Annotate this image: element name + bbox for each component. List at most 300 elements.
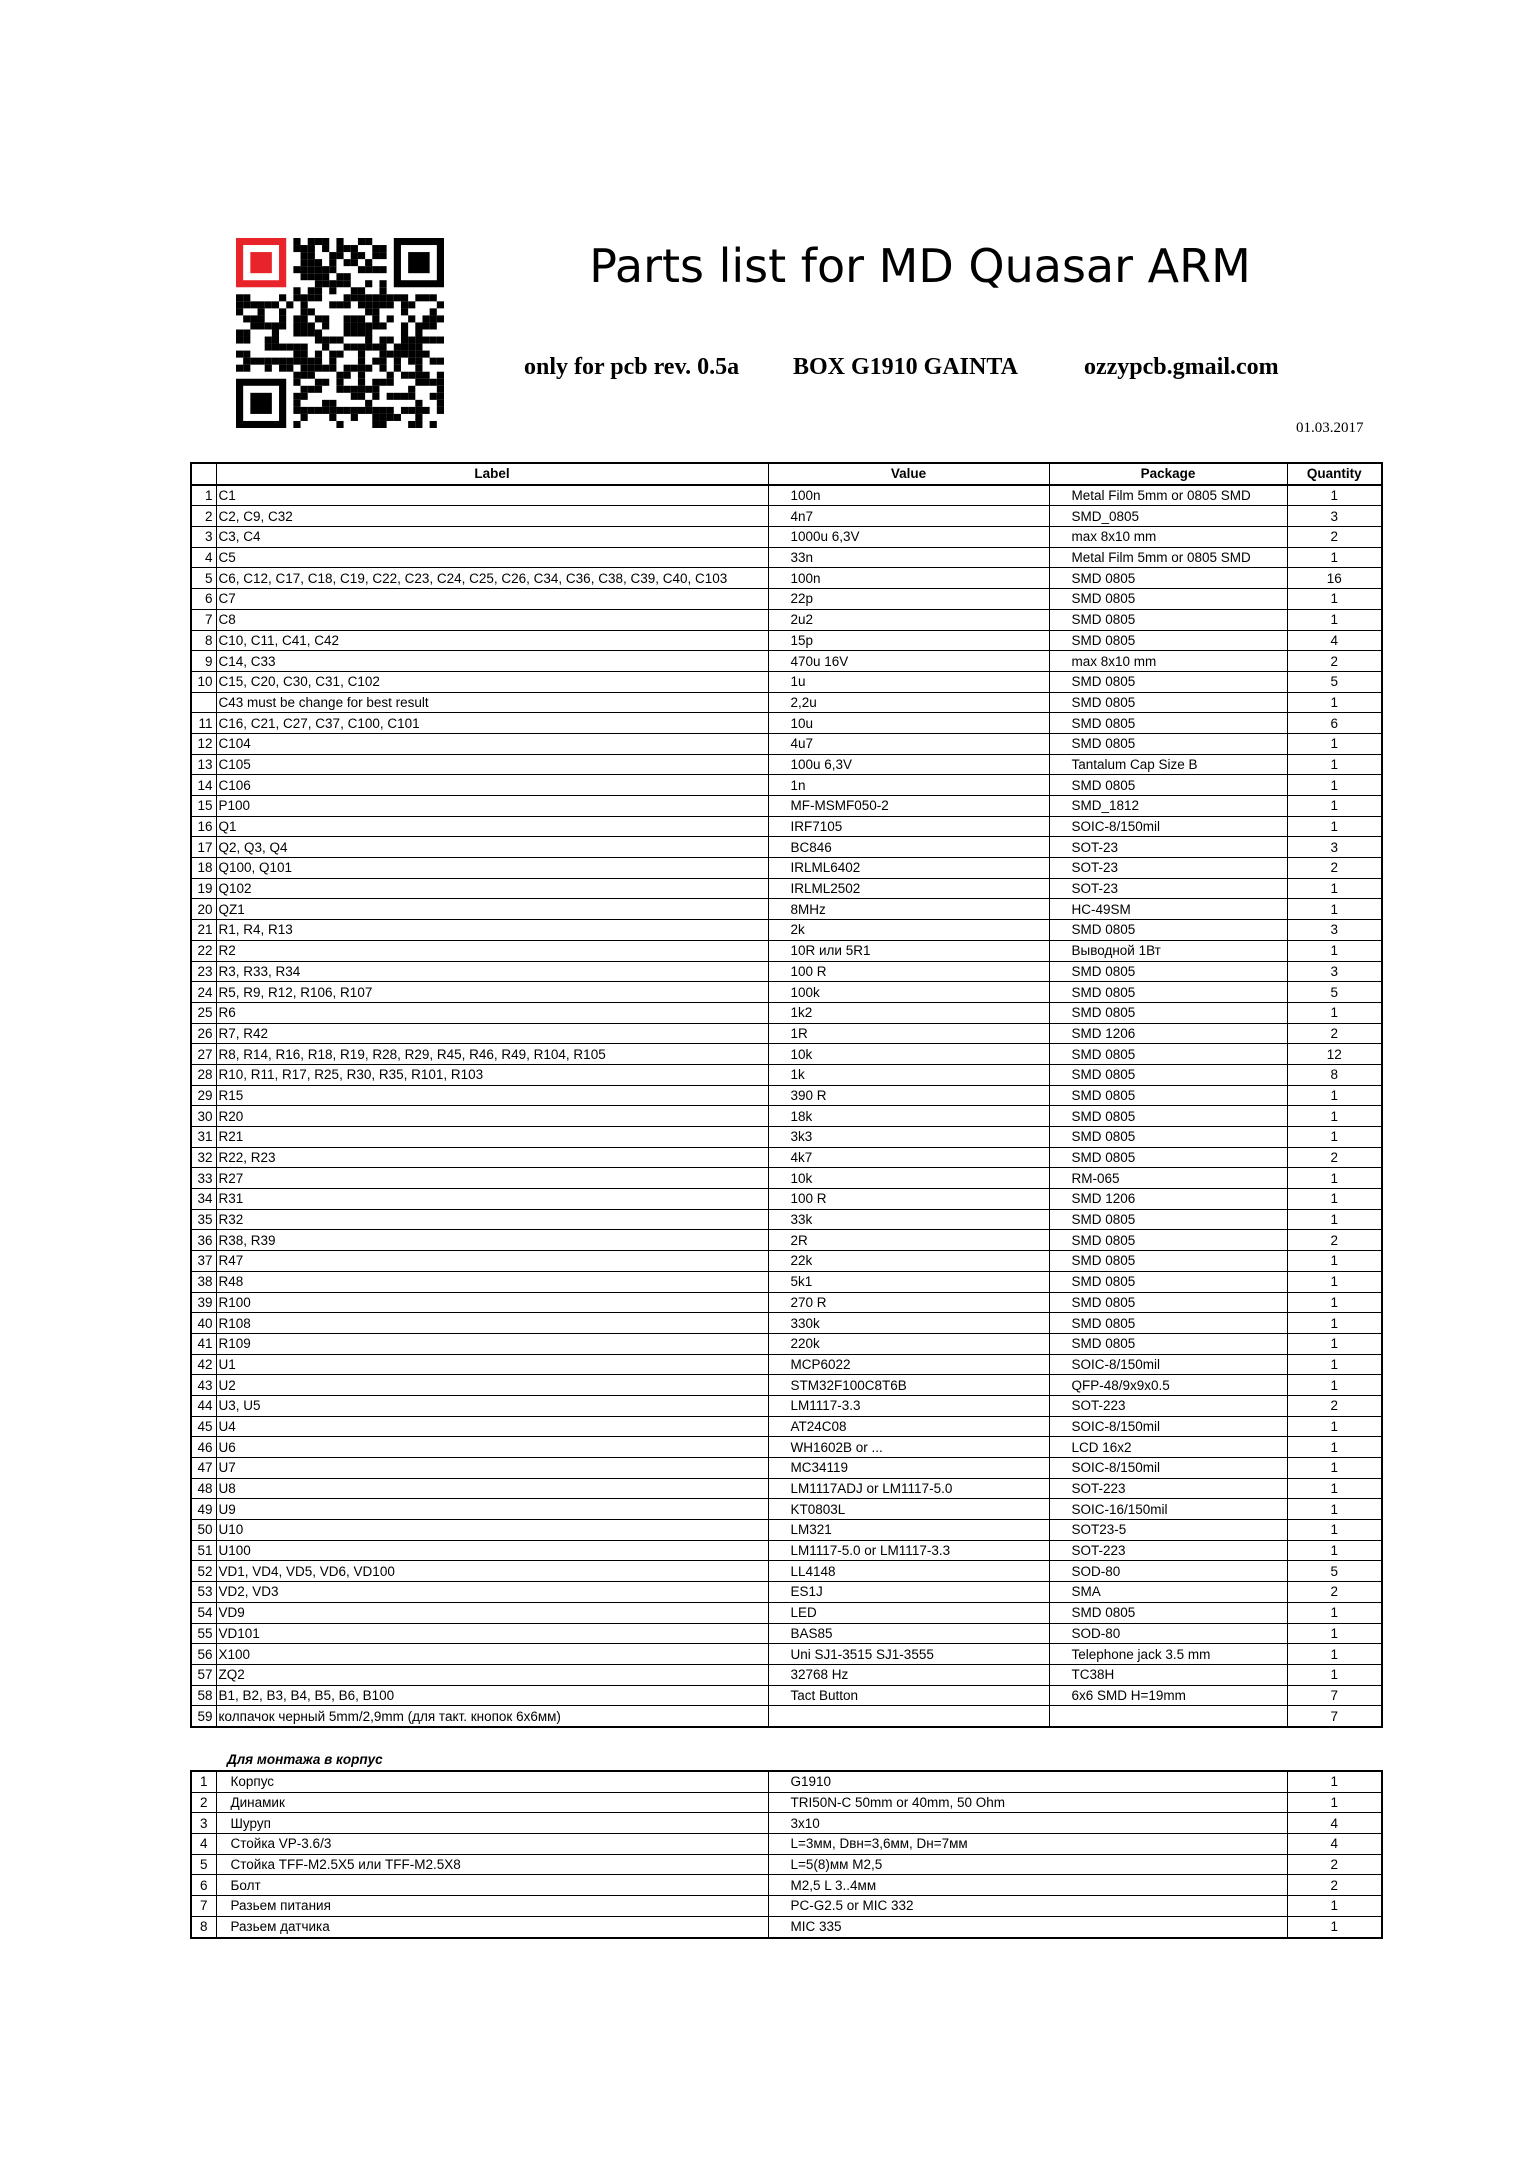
row-package: Metal Film 5mm or 0805 SMD (1049, 485, 1287, 506)
row-value: 330k (768, 1313, 1049, 1334)
row-number: 1 (191, 485, 216, 506)
row-package: SOT-23 (1049, 878, 1287, 899)
row-package: HC-49SM (1049, 899, 1287, 920)
row-label: R7, R42 (216, 1023, 768, 1044)
row-quantity: 1 (1287, 1520, 1382, 1541)
table-row (191, 940, 1382, 961)
row-number: 19 (191, 878, 216, 899)
row-value: 100n (768, 485, 1049, 506)
row-label: U2 (216, 1375, 768, 1396)
row-number: 21 (191, 920, 216, 941)
row-package: SMD 0805 (1049, 692, 1287, 713)
row-package: SOT-23 (1049, 837, 1287, 858)
row-number: 43 (191, 1375, 216, 1396)
row-quantity: 1 (1287, 940, 1382, 961)
row-label: R2 (216, 940, 768, 961)
table-row (191, 1854, 1382, 1875)
row-package: SOIC-16/150mil (1049, 1499, 1287, 1520)
row-value: IRLML2502 (768, 878, 1049, 899)
row-number: 27 (191, 1044, 216, 1065)
row-package: SMD 0805 (1049, 568, 1287, 589)
row-value: BAS85 (768, 1623, 1049, 1644)
row-quantity: 1 (1287, 1416, 1382, 1437)
row-label: Болт (216, 1875, 768, 1896)
row-label: R6 (216, 1002, 768, 1023)
row-number: 18 (191, 858, 216, 879)
document-date: 01.03.2017 (1296, 420, 1364, 436)
subtitle-pcb-revision: only for pcb rev. 0.5a (524, 354, 740, 380)
row-quantity: 1 (1287, 1292, 1382, 1313)
row-number: 40 (191, 1313, 216, 1334)
row-number: 20 (191, 899, 216, 920)
row-label: U7 (216, 1458, 768, 1479)
table-row (191, 796, 1382, 817)
table-row (191, 651, 1382, 672)
row-value: 100k (768, 982, 1049, 1003)
row-label: C14, C33 (216, 651, 768, 672)
row-number: 33 (191, 1168, 216, 1189)
row-quantity: 2 (1287, 1875, 1382, 1896)
row-number: 50 (191, 1520, 216, 1541)
table-row (191, 568, 1382, 589)
row-package: SMD 0805 (1049, 1209, 1287, 1230)
row-package: SOIC-8/150mil (1049, 1354, 1287, 1375)
row-quantity: 2 (1287, 1582, 1382, 1603)
table-row (191, 1354, 1382, 1375)
table-row (191, 1085, 1382, 1106)
row-label: R10, R11, R17, R25, R30, R35, R101, R103 (216, 1064, 768, 1085)
row-package: SOD-80 (1049, 1561, 1287, 1582)
row-value: 100n (768, 568, 1049, 589)
row-value: 2u2 (768, 609, 1049, 630)
row-label: R27 (216, 1168, 768, 1189)
row-label: C8 (216, 609, 768, 630)
header-num (191, 463, 216, 485)
row-number: 48 (191, 1478, 216, 1499)
row-value: 4u7 (768, 733, 1049, 754)
row-value: 100u 6,3V (768, 754, 1049, 775)
row-number: 29 (191, 1085, 216, 1106)
row-quantity: 1 (1287, 816, 1382, 837)
row-number: 4 (191, 547, 216, 568)
row-label: C43 must be change for best result (216, 692, 768, 713)
table-row (191, 754, 1382, 775)
row-package: SMD 1206 (1049, 1189, 1287, 1210)
table-row (191, 671, 1382, 692)
row-number: 46 (191, 1437, 216, 1458)
row-value: L=5(8)мм M2,5 (768, 1854, 1287, 1875)
table-row (191, 1813, 1382, 1834)
row-quantity: 2 (1287, 1854, 1382, 1875)
row-quantity: 2 (1287, 1395, 1382, 1416)
row-label: Q102 (216, 878, 768, 899)
row-quantity: 1 (1287, 1664, 1382, 1685)
row-quantity: 1 (1287, 485, 1382, 506)
row-quantity: 1 (1287, 899, 1382, 920)
row-quantity: 5 (1287, 982, 1382, 1003)
table-row (191, 858, 1382, 879)
row-number: 11 (191, 713, 216, 734)
table-row (191, 609, 1382, 630)
table-row (191, 1064, 1382, 1085)
row-value: 32768 Hz (768, 1664, 1049, 1685)
row-label: Разьем датчика (216, 1916, 768, 1937)
table-row (191, 630, 1382, 651)
row-package: SOIC-8/150mil (1049, 1416, 1287, 1437)
row-package: SMD 0805 (1049, 1271, 1287, 1292)
qr-code-logo (236, 238, 444, 428)
row-quantity: 1 (1287, 1499, 1382, 1520)
row-label: R8, R14, R16, R18, R19, R28, R29, R45, R46, R49, R104, R105 (216, 1044, 768, 1065)
row-package: Выводной 1Вт (1049, 940, 1287, 961)
table-row (191, 1916, 1382, 1937)
row-number: 36 (191, 1230, 216, 1251)
table-row (191, 713, 1382, 734)
row-number: 31 (191, 1127, 216, 1148)
header-label: Label (216, 463, 768, 485)
table-row (191, 1147, 1382, 1168)
row-label: C106 (216, 775, 768, 796)
row-number: 14 (191, 775, 216, 796)
row-label: U3, U5 (216, 1395, 768, 1416)
row-label: C105 (216, 754, 768, 775)
row-number: 24 (191, 982, 216, 1003)
row-label: Корпус (216, 1771, 768, 1792)
row-quantity: 1 (1287, 1437, 1382, 1458)
row-package: SOIC-8/150mil (1049, 1458, 1287, 1479)
row-value: 1000u 6,3V (768, 527, 1049, 548)
row-label: U10 (216, 1520, 768, 1541)
table-row (191, 1771, 1382, 1792)
row-number: 32 (191, 1147, 216, 1168)
row-package: SMD 0805 (1049, 920, 1287, 941)
row-quantity: 7 (1287, 1706, 1382, 1727)
row-quantity: 1 (1287, 1354, 1382, 1375)
row-quantity: 4 (1287, 1813, 1382, 1834)
row-number: 13 (191, 754, 216, 775)
table-row (191, 1458, 1382, 1479)
row-label: R1, R4, R13 (216, 920, 768, 941)
row-number: 17 (191, 837, 216, 858)
row-number: 4 (191, 1834, 216, 1855)
row-quantity: 1 (1287, 775, 1382, 796)
row-value: 4n7 (768, 506, 1049, 527)
table-row (191, 1044, 1382, 1065)
row-quantity: 1 (1287, 1896, 1382, 1917)
row-package: LCD 16x2 (1049, 1437, 1287, 1458)
row-quantity: 1 (1287, 547, 1382, 568)
row-value: KT0803L (768, 1499, 1049, 1520)
row-value: M2,5 L 3..4мм (768, 1875, 1287, 1896)
row-package: SMD 0805 (1049, 609, 1287, 630)
table-row (191, 982, 1382, 1003)
row-label: R3, R33, R34 (216, 961, 768, 982)
row-label: B1, B2, B3, B4, B5, B6, B100 (216, 1685, 768, 1706)
table-row (191, 1499, 1382, 1520)
row-package: SMD 0805 (1049, 775, 1287, 796)
row-quantity: 1 (1287, 1106, 1382, 1127)
row-package: max 8x10 mm (1049, 527, 1287, 548)
row-quantity: 1 (1287, 1271, 1382, 1292)
row-value: Tact Button (768, 1685, 1049, 1706)
assembly-table (190, 1770, 1383, 1939)
table-row (191, 1251, 1382, 1272)
row-quantity: 5 (1287, 671, 1382, 692)
table-row (191, 485, 1382, 506)
table-row (191, 527, 1382, 548)
row-value: 5k1 (768, 1271, 1049, 1292)
table-row (191, 1706, 1382, 1727)
header-value: Value (768, 463, 1049, 485)
row-label: VD2, VD3 (216, 1582, 768, 1603)
table-row (191, 816, 1382, 837)
row-quantity: 1 (1287, 1127, 1382, 1148)
row-quantity: 1 (1287, 1085, 1382, 1106)
assembly-section-title: Для монтажа в корпус (227, 1752, 383, 1767)
row-value: 4k7 (768, 1147, 1049, 1168)
row-value: 18k (768, 1106, 1049, 1127)
row-number: 37 (191, 1251, 216, 1272)
table-row (191, 1685, 1382, 1706)
row-number: 2 (191, 1792, 216, 1813)
row-quantity: 8 (1287, 1064, 1382, 1085)
table-row (191, 1834, 1382, 1855)
table-row (191, 1416, 1382, 1437)
row-package: SMD 0805 (1049, 1085, 1287, 1106)
row-package: SMD 0805 (1049, 1127, 1287, 1148)
row-value: MIC 335 (768, 1916, 1287, 1937)
table-row (191, 1896, 1382, 1917)
row-number: 5 (191, 568, 216, 589)
row-value: 2,2u (768, 692, 1049, 713)
table-row (191, 1292, 1382, 1313)
table-row (191, 1561, 1382, 1582)
row-quantity: 4 (1287, 630, 1382, 651)
parts-table (190, 462, 1383, 1728)
row-label: R108 (216, 1313, 768, 1334)
row-label: U8 (216, 1478, 768, 1499)
row-quantity: 1 (1287, 1458, 1382, 1479)
subtitle-email: ozzypcb.gmail.com (1084, 354, 1279, 380)
table-row (191, 1875, 1382, 1896)
row-number: 5 (191, 1854, 216, 1875)
row-value: 15p (768, 630, 1049, 651)
row-package: SOT-223 (1049, 1478, 1287, 1499)
table-row (191, 899, 1382, 920)
row-quantity: 1 (1287, 733, 1382, 754)
row-label: U6 (216, 1437, 768, 1458)
row-number: 41 (191, 1333, 216, 1354)
row-quantity: 1 (1287, 1251, 1382, 1272)
row-label: U1 (216, 1354, 768, 1375)
row-package: SOT-223 (1049, 1540, 1287, 1561)
row-value: IRLML6402 (768, 858, 1049, 879)
row-quantity: 3 (1287, 961, 1382, 982)
row-label: колпачок черный 5mm/2,9mm (для такт. кнопок 6х6мм) (216, 1706, 768, 1727)
table-row (191, 1002, 1382, 1023)
row-label: C7 (216, 589, 768, 610)
row-quantity: 1 (1287, 1333, 1382, 1354)
table-row (191, 1602, 1382, 1623)
table-row (191, 1209, 1382, 1230)
row-package: SMD 0805 (1049, 1064, 1287, 1085)
row-number: 53 (191, 1582, 216, 1603)
row-quantity: 1 (1287, 1168, 1382, 1189)
row-value: 220k (768, 1333, 1049, 1354)
table-row (191, 961, 1382, 982)
row-number: 52 (191, 1561, 216, 1582)
subtitle-box: BOX G1910 GAINTA (793, 354, 1018, 380)
table-row (191, 1664, 1382, 1685)
table-row (191, 1023, 1382, 1044)
row-label: C16, C21, C27, C37, C100, C101 (216, 713, 768, 734)
row-package: SMD 0805 (1049, 1292, 1287, 1313)
row-quantity: 1 (1287, 589, 1382, 610)
row-number: 8 (191, 1916, 216, 1937)
row-quantity: 3 (1287, 506, 1382, 527)
row-label: Разьем питания (216, 1896, 768, 1917)
row-number: 9 (191, 651, 216, 672)
row-value: TRI50N-C 50mm or 40mm, 50 Ohm (768, 1792, 1287, 1813)
row-number: 3 (191, 1813, 216, 1834)
row-value: 10R или 5R1 (768, 940, 1049, 961)
row-package: SMD 1206 (1049, 1023, 1287, 1044)
row-quantity: 1 (1287, 1602, 1382, 1623)
row-value: 1k (768, 1064, 1049, 1085)
row-package: Metal Film 5mm or 0805 SMD (1049, 547, 1287, 568)
row-number: 56 (191, 1644, 216, 1665)
table-row (191, 1127, 1382, 1148)
row-quantity: 1 (1287, 754, 1382, 775)
row-package: RM-065 (1049, 1168, 1287, 1189)
row-quantity: 1 (1287, 1002, 1382, 1023)
row-label: Шуруп (216, 1813, 768, 1834)
row-package: SMA (1049, 1582, 1287, 1603)
row-label: Q2, Q3, Q4 (216, 837, 768, 858)
row-quantity: 4 (1287, 1834, 1382, 1855)
row-package: SMD_1812 (1049, 796, 1287, 817)
row-quantity: 2 (1287, 527, 1382, 548)
row-label: ZQ2 (216, 1664, 768, 1685)
row-quantity: 5 (1287, 1561, 1382, 1582)
row-package: Tantalum Cap Size B (1049, 754, 1287, 775)
row-package: SMD 0805 (1049, 1044, 1287, 1065)
row-number: 55 (191, 1623, 216, 1644)
table-header-row (191, 463, 1382, 485)
row-package: SMD 0805 (1049, 671, 1287, 692)
row-package: SOD-80 (1049, 1623, 1287, 1644)
table-row (191, 1478, 1382, 1499)
row-quantity: 1 (1287, 1478, 1382, 1499)
row-number: 44 (191, 1395, 216, 1416)
row-number: 1 (191, 1771, 216, 1792)
row-number: 3 (191, 527, 216, 548)
row-quantity: 7 (1287, 1685, 1382, 1706)
table-row (191, 589, 1382, 610)
row-value: 10k (768, 1044, 1049, 1065)
row-value: 33k (768, 1209, 1049, 1230)
row-label: U4 (216, 1416, 768, 1437)
row-label: C1 (216, 485, 768, 506)
row-quantity: 1 (1287, 1189, 1382, 1210)
table-row (191, 1375, 1382, 1396)
row-label: VD101 (216, 1623, 768, 1644)
row-value: 2R (768, 1230, 1049, 1251)
row-value: 100 R (768, 1189, 1049, 1210)
row-label: R20 (216, 1106, 768, 1127)
row-package: SOT-23 (1049, 858, 1287, 879)
table-row (191, 1623, 1382, 1644)
row-label: C5 (216, 547, 768, 568)
row-package: SMD 0805 (1049, 982, 1287, 1003)
row-package: SMD 0805 (1049, 1230, 1287, 1251)
row-quantity: 3 (1287, 837, 1382, 858)
row-value: MC34119 (768, 1458, 1049, 1479)
table-row (191, 1395, 1382, 1416)
row-package: SMD 0805 (1049, 1106, 1287, 1127)
row-package: 6x6 SMD H=19mm (1049, 1685, 1287, 1706)
table-row (191, 1520, 1382, 1541)
row-quantity: 16 (1287, 568, 1382, 589)
row-label: R48 (216, 1271, 768, 1292)
row-package: SMD 0805 (1049, 1251, 1287, 1272)
row-package: SMD 0805 (1049, 630, 1287, 651)
row-quantity: 1 (1287, 878, 1382, 899)
row-number: 59 (191, 1706, 216, 1727)
table-row (191, 1313, 1382, 1334)
table-row (191, 1189, 1382, 1210)
row-number: 6 (191, 1875, 216, 1896)
table-row (191, 1792, 1382, 1813)
row-label: VD9 (216, 1602, 768, 1623)
row-number: 15 (191, 796, 216, 817)
row-quantity: 1 (1287, 1209, 1382, 1230)
row-number: 7 (191, 609, 216, 630)
row-number: 35 (191, 1209, 216, 1230)
row-quantity: 1 (1287, 1540, 1382, 1561)
row-package: SMD 0805 (1049, 1313, 1287, 1334)
row-number: 47 (191, 1458, 216, 1479)
table-row (191, 1168, 1382, 1189)
row-package: SMD_0805 (1049, 506, 1287, 527)
row-label: Стойка VP-3.6/3 (216, 1834, 768, 1855)
row-value: BC846 (768, 837, 1049, 858)
row-value: 390 R (768, 1085, 1049, 1106)
row-quantity: 2 (1287, 1230, 1382, 1251)
row-number: 26 (191, 1023, 216, 1044)
row-value: 3x10 (768, 1813, 1287, 1834)
row-label: C10, C11, C41, C42 (216, 630, 768, 651)
row-number: 54 (191, 1602, 216, 1623)
row-value: ES1J (768, 1582, 1049, 1603)
row-value: L=3мм, Dвн=3,6мм, Dн=7мм (768, 1834, 1287, 1855)
row-value: LM1117-3.3 (768, 1395, 1049, 1416)
row-value: 22p (768, 589, 1049, 610)
row-number: 8 (191, 630, 216, 651)
row-value: Uni SJ1-3515 SJ1-3555 (768, 1644, 1049, 1665)
row-label: U100 (216, 1540, 768, 1561)
row-label: Динамик (216, 1792, 768, 1813)
row-value: 22k (768, 1251, 1049, 1272)
row-quantity: 1 (1287, 609, 1382, 630)
table-row (191, 1437, 1382, 1458)
table-row (191, 692, 1382, 713)
row-label: R21 (216, 1127, 768, 1148)
row-package: TC38H (1049, 1664, 1287, 1685)
row-quantity: 2 (1287, 858, 1382, 879)
row-number: 7 (191, 1896, 216, 1917)
row-value: 1n (768, 775, 1049, 796)
